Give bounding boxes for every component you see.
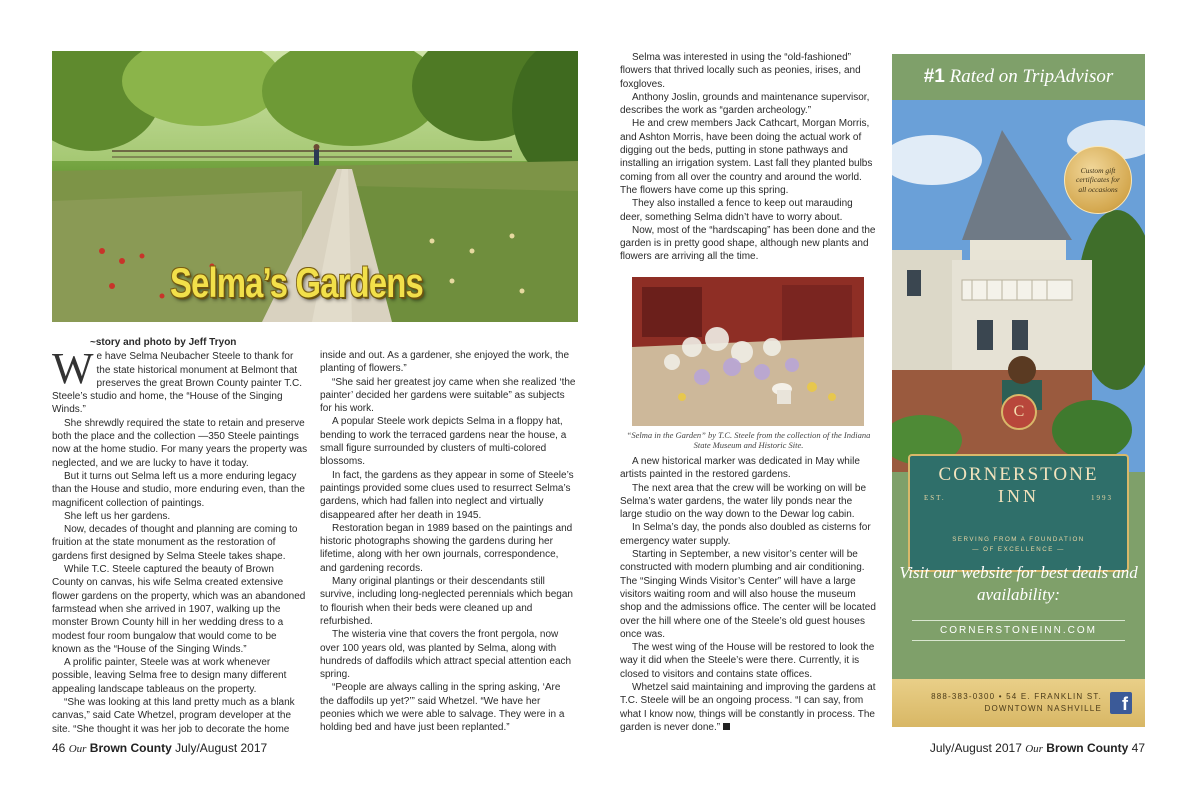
page-number: 47: [1131, 741, 1145, 755]
end-mark-icon: [723, 723, 730, 730]
logo-inn: INN: [998, 486, 1039, 506]
article-paragraph: We have Selma Neubacher Steele to thank for the state historical monument at Belmont that preserves the great Brown County painter T.C. Steele’s studio and home, the “House of the Singing Winds.”: [52, 344, 303, 416]
ad-contact-info: [902, 691, 1102, 715]
painting-image: [632, 277, 864, 426]
logo-name: CORNERSTONE: [938, 464, 1099, 485]
article-paragraph: Now, most of the “hardscaping” has been done and the garden is in pretty good shape, although new plants and flowers are arriving all the time.: [620, 224, 876, 263]
painting-illustration: [632, 277, 864, 426]
article-paragraph: “People are always calling in the spring asking, ‘Are the daffodils up yet?’” said Whetzel. “We have her peonies which we were able to salvage. They were in a holding bed and have just been replanted.”: [320, 682, 565, 734]
page-number: 46: [52, 741, 66, 755]
article-paragraph: They also installed a fence to keep out marauding deer, something Selma didn’t have to worry about.: [620, 198, 853, 223]
magazine-our: Our: [68, 743, 87, 755]
article-title: Selma’s Gardens: [170, 259, 423, 306]
article-paragraph: The wisteria vine that covers the front pergola, now over 100 years old, was planted by Selma, along with hundreds of daffodils which attract special attention each spring.: [320, 629, 572, 681]
article-paragraph: A prolific painter, Steele was at work whenever possible, leaving Selma free to design many different appealing landscape tableaus on the property.: [52, 657, 287, 695]
article-paragraph: Anthony Joslin, grounds and maintenance supervisor, describes the work as “garden archeology.”: [620, 91, 870, 117]
article-paragraph: She left us her gardens.: [64, 510, 171, 522]
ad-website-link[interactable]: CORNERSTONEINN.COM: [912, 620, 1125, 641]
article-paragraph: The next area that the crew will be working on will be Selma’s water gardens, the water lily ponds near the large studio on the way down to the Dewar log cabin.: [620, 482, 867, 521]
ad-rating-banner: [892, 54, 1145, 100]
magazine-name: Brown County: [1046, 741, 1129, 755]
magazine-our: Our: [1025, 743, 1043, 755]
article-paragraph: “She said her greatest joy came when she realized ‘the painter’ decided her gardens were suitable” as subjects for his work.: [320, 376, 576, 415]
article-paragraph: A popular Steele work depicts Selma in a floppy hat, bending to work the terraced gardens near the house, a small figure surrounded by clusters of multi-colored blossoms.: [320, 416, 567, 468]
article-paragraph: Many original plantings or their descendants still survive, including long-neglected perennials which began to flourish when their beds were cleaned up and refurbished.: [320, 576, 573, 627]
article-column-2: [320, 349, 577, 735]
article-column-1: [52, 336, 308, 736]
article-column-3: [620, 51, 877, 264]
article-column-4: [620, 455, 877, 734]
article-paragraph: inside and out. As a gardener, she enjoyed the work, the planting of flowers.”: [320, 350, 570, 375]
issue-date: July/August 2017: [175, 741, 268, 755]
est-year: 1993: [1091, 494, 1113, 502]
article-paragraph: She shrewdly required the state to retain and preserve both the place and the collection —350 Steele paintings now at the home studio. For many years the property was neglected, and we are lucky to have it today.: [52, 417, 308, 469]
article-paragraph: Starting in September, a new visitor’s center will be constructed with modern plumbing and air conditioning. The “Singing Winds Visitor’s Center” will have a large visitors waiting room and will also house the museum shop and the admissions office. The center will be located over the hill where one of the Steele’s old guest houses once was.: [620, 549, 876, 640]
logo-tagline: SERVING FROM A FOUNDATION — OF EXCELLENCE —: [952, 536, 1085, 553]
logo-medallion-icon: C: [1001, 394, 1037, 430]
gift-certificate-badge: Custom gift certificates for all occasions: [1064, 146, 1132, 214]
article-paragraph: While T.C. Steele captured the beauty of Brown County on canvas, his wife Selma created extensive flower gardens on the property, which was an abandoned farmstead when she arrived in 1907, walking up the monster Brown County hill in her wedding dress to a modest four room bungalow that would come to be known as the “House of the Singing Winds.”: [52, 564, 306, 655]
article-paragraph: He and crew members Jack Cathcart, Morgan Morris, and Ashton Morris, have been doing the actual work of digging out the beds, putting in stone pathways and installing an irrigation system. Last fall they planted bulbs coming from all over the country and around the world. The flowers have come up this spring.: [620, 118, 873, 196]
cornerstone-inn-ad[interactable]: [892, 54, 1145, 727]
article-paragraph: Selma was interested in using the “old-fashioned” flowers that thrived locally such as peonies, irises, and foxgloves.: [620, 52, 861, 90]
folio-right: [930, 741, 1145, 755]
ad-visit-text: Visit our website for best deals and availability:: [899, 563, 1138, 604]
article-paragraph: In Selma’s day, the ponds also doubled as cisterns for emergency water supply.: [620, 522, 871, 547]
article-paragraph: Now, decades of thought and planning are coming to fruition at the state monument as the restoration of gardens first designed by Selma Steele takes shape.: [52, 524, 298, 562]
magazine-name: Brown County: [89, 741, 172, 755]
article-paragraph: “She was looking at this land pretty much as a blank canvas,” said Cate Whetzel, program developer at the site. “She thought it was her job to decorate the home: [52, 697, 295, 735]
article-paragraph: In fact, the gardens as they appear in some of Steele’s paintings provided some clues used to resurrect Selma’s gardens, which had fallen into neglect and virtually disappeared after her death in 1945.: [320, 469, 574, 521]
byline: ~story and photo by Jeff Tryon: [90, 337, 237, 348]
article-paragraph: A new historical marker was dedicated in May while artists painted in the restored gardens.: [620, 456, 860, 481]
rating-number: #1: [923, 66, 945, 87]
ad-phone-address: 888-383-0300 • 54 E. FRANKLIN ST.: [931, 692, 1102, 701]
article-paragraph: Whetzel said maintaining and improving the gardens at T.C. Steele will be an ongoing process. “I can say, from what I know now, things will be constantly in process. The garden is never done.”: [620, 682, 876, 733]
est-label: EST.: [924, 494, 946, 502]
painting-caption: “Selma in the Garden” by T.C. Steele from the collection of the Indiana State Museum and Historic Site.: [626, 430, 871, 450]
rating-text: Rated on TripAdvisor: [949, 66, 1114, 87]
ad-contact-bar: [892, 679, 1145, 727]
article-paragraph: Restoration began in 1989 based on the paintings and historic photographs showing the gardens during her lifetime, along with her own journals, correspondence, and gardening records.: [320, 522, 573, 574]
folio-left: [52, 741, 267, 755]
issue-date: July/August 2017: [929, 741, 1022, 755]
article-paragraph: But it turns out Selma left us a more enduring legacy than the House and studio, more enduring even, than the magnificent collection of paintings.: [52, 470, 305, 509]
hero-photo: [52, 51, 578, 322]
facebook-icon[interactable]: f: [1110, 692, 1132, 714]
cornerstone-logo: [908, 394, 1129, 574]
article-paragraph: The west wing of the House will be restored to look the way it did when the Steele’s were there. Currently, it is closed to visitors and contains state offices.: [620, 642, 875, 680]
drop-cap: W: [52, 344, 94, 394]
ad-location: DOWNTOWN NASHVILLE: [984, 704, 1102, 713]
